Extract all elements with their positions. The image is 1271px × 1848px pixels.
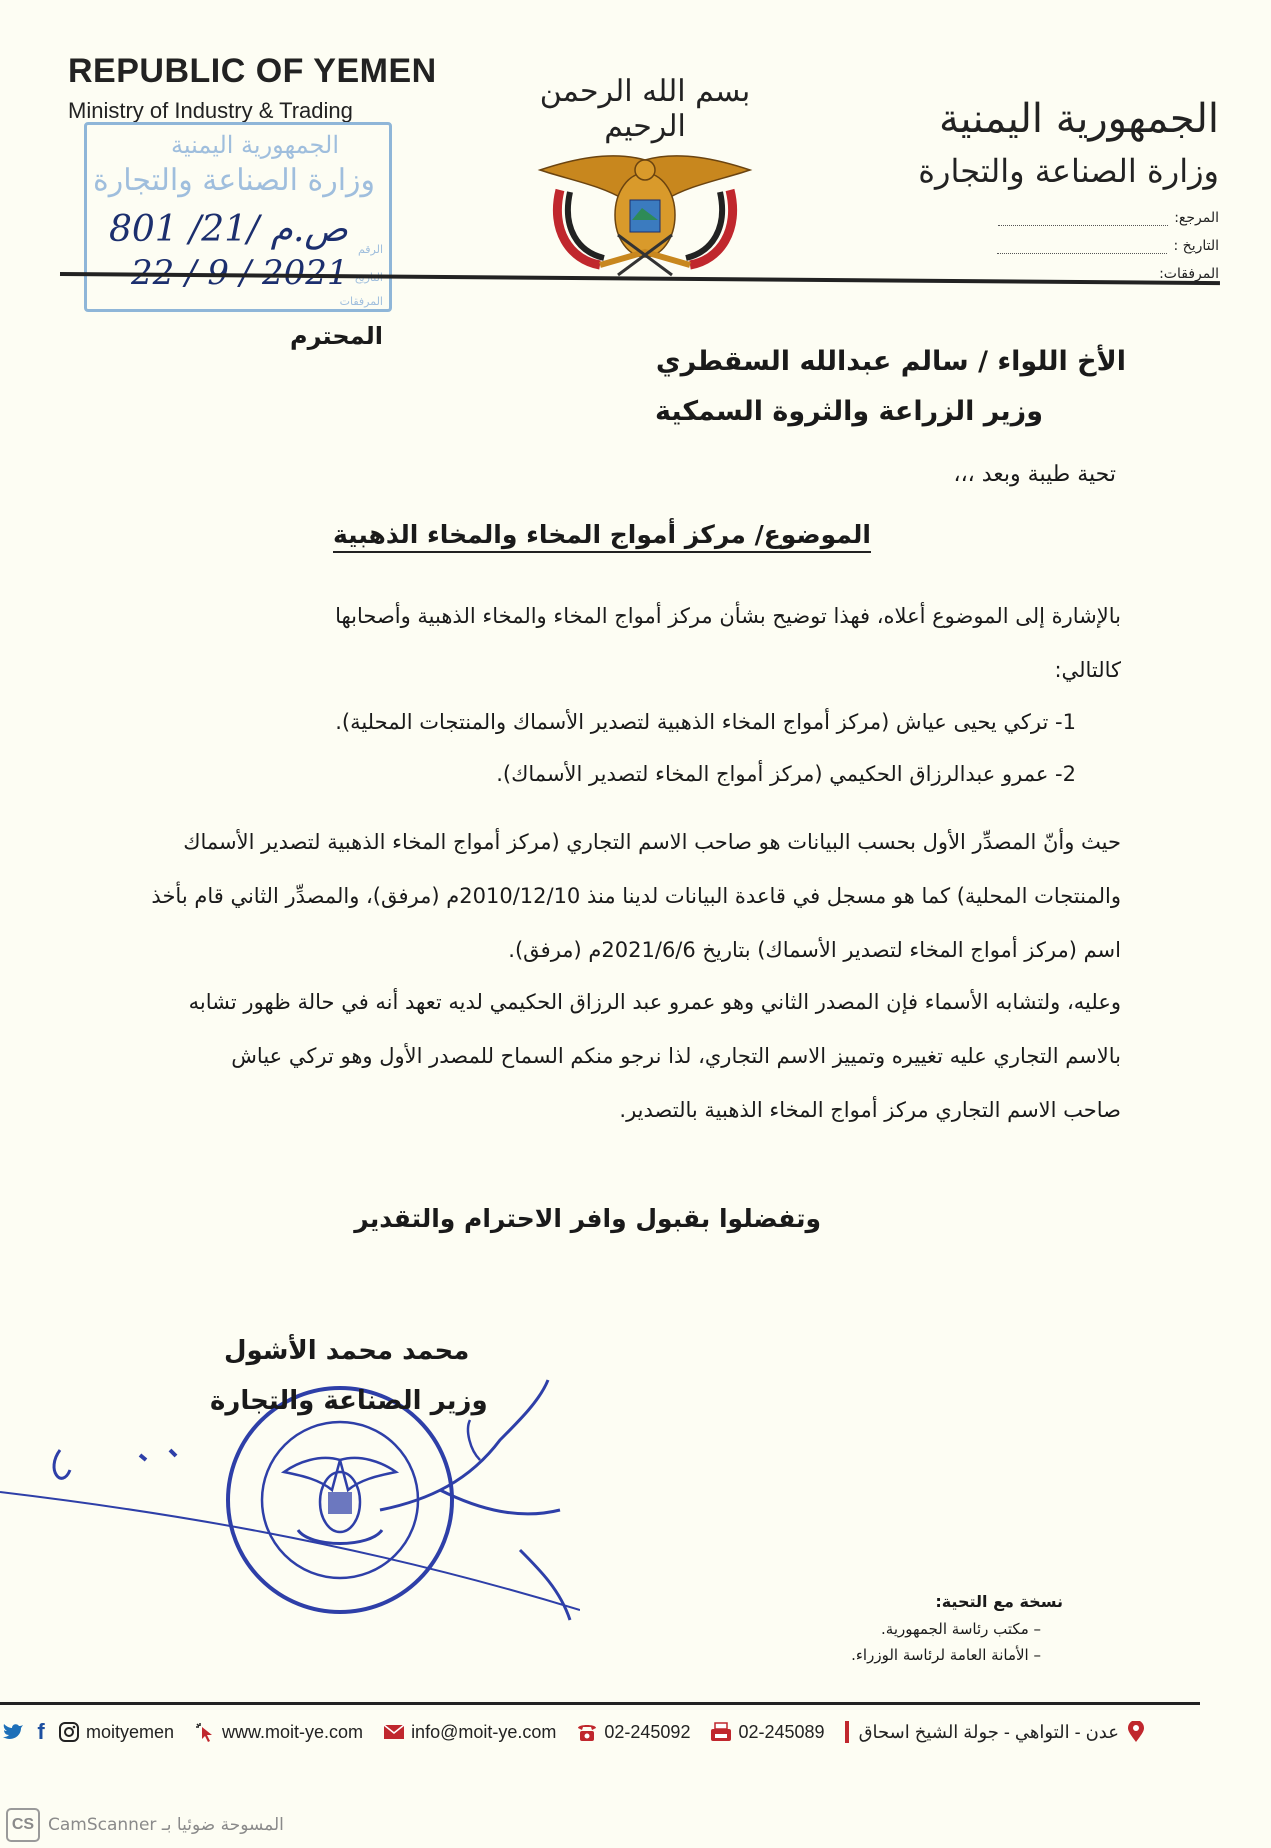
paragraph-1-line-2: كالتالي:: [1054, 658, 1121, 682]
footer-phone: [576, 1721, 690, 1743]
footer-contact-bar: [0, 1712, 1200, 1752]
footer-social: [2, 1721, 174, 1743]
website-url: www.moit-ye.com: [222, 1721, 364, 1742]
camscanner-logo: CS: [6, 1808, 40, 1842]
paragraph-2-line-1: حيث وأنّ المصدِّر الأول بحسب البيانات هو صاحب الاسم التجاري (مركز أمواج المخاء الذهبية لتصدير الأسماك: [183, 830, 1121, 854]
subject-line: الموضوع/ مركز أمواج المخاء والمخاء الذهبية: [333, 520, 871, 553]
camscanner-text: CamScanner المسوحة ضوئيا بـ: [48, 1815, 284, 1835]
location-pin-icon: [1125, 1721, 1147, 1743]
basmala: بسم الله الرحمن الرحيم: [539, 74, 751, 144]
respected-salutation: المحترم: [290, 322, 383, 350]
republic-title-ar: الجمهورية اليمنية: [938, 96, 1219, 142]
twitter-icon: [2, 1721, 24, 1743]
republic-title-en: REPUBLIC OF YEMEN: [68, 52, 437, 90]
ref-label: المرجع:: [1174, 210, 1219, 226]
address-text: عدن - التواهي - جولة الشيخ اسحاق: [858, 1721, 1119, 1742]
list-item-1: 1- تركي يحيى عياش (مركز أمواج المخاء الذهبية لتصدير الأسماك والمنتجات المحلية).: [335, 710, 1076, 734]
fax-icon: [710, 1721, 732, 1743]
paragraph-3-line-2: بالاسم التجاري عليه تغييره وتمييز الاسم التجاري، لذا نرجو منكم السماح للمصدر الأول وهو تركي عياش: [231, 1044, 1121, 1068]
email-address: info@moit-ye.com: [411, 1721, 557, 1742]
handwritten-date: 22 / 9 / 2021: [131, 253, 349, 293]
footer-separator: [845, 1721, 849, 1743]
handwritten-signature-icon: [0, 1360, 580, 1640]
camscanner-watermark: [6, 1808, 284, 1842]
ministry-title-en: Ministry of Industry & Trading: [68, 98, 353, 123]
paragraph-2-line-2: والمنتجات المحلية) كما هو مسجل في قاعدة البيانات لدينا منذ 2010/12/10م (مرفق)، والمصدِّر الثاني قام بأخذ: [151, 884, 1121, 908]
paragraph-3-line-1: وعليه، ولتشابه الأسماء فإن المصدر الثاني وهو عمرو عبد الرزاق الحكيمي لديه تعهد أنه في حالة ظهور تشابه: [188, 990, 1121, 1014]
cc-label: نسخة مع التحية:: [935, 1592, 1063, 1611]
ref-field: [998, 210, 1219, 226]
footer-fax: [710, 1721, 824, 1743]
stamp-ministry-text: وزارة الصناعة والتجارة: [93, 163, 375, 198]
addressee-title: وزير الزراعة والثروة السمكية: [654, 396, 1043, 427]
stamp-republic-text: الجمهورية اليمنية: [170, 131, 339, 159]
signatory-name: محمد محمد الأشول: [224, 1336, 470, 1366]
date-field: [997, 238, 1219, 254]
paragraph-3-line-3: صاحب الاسم التجاري مركز أمواج المخاء الذهبية بالتصدير.: [619, 1098, 1121, 1122]
cc-item-cabinet: – الأمانة العامة لرئاسة الوزراء.: [851, 1646, 1041, 1664]
closing-line: وتفضلوا بقبول وافر الاحترام والتقدير: [354, 1204, 821, 1233]
greeting: تحية طيبة وبعد ،،،: [953, 462, 1116, 487]
ministry-title-ar: وزارة الصناعة والتجارة: [918, 152, 1219, 190]
list-item-2: 2- عمرو عبدالرزاق الحكيمي (مركز أمواج المخاء لتصدير الأسماك).: [496, 762, 1076, 786]
phone-number: 02-245092: [604, 1721, 691, 1742]
footer-email: [383, 1721, 556, 1743]
phone-icon: [576, 1721, 598, 1743]
instagram-icon: [58, 1721, 80, 1743]
attachments-label: المرفقات:: [1159, 266, 1219, 282]
facebook-icon: f: [37, 1719, 45, 1744]
footer-address: [859, 1721, 1147, 1743]
fax-number: 02-245089: [738, 1721, 825, 1742]
footer-website: [194, 1721, 363, 1743]
cursor-click-icon: [194, 1721, 216, 1743]
cc-item-presidency: – مكتب رئاسة الجمهورية.: [881, 1620, 1041, 1638]
social-handle: moityemen: [86, 1721, 175, 1742]
stamp-attachments-label: المرفقات: [339, 295, 383, 308]
paragraph-2-line-3: اسم (مركز أمواج المخاء لتصدير الأسماك) بتاريخ 2021/6/6م (مرفق).: [508, 938, 1121, 962]
signatory-title: وزير الصناعة والتجارة: [210, 1386, 488, 1416]
addressee-name: الأخ اللواء / سالم عبدالله السقطري: [655, 346, 1126, 377]
footer-divider: [0, 1702, 1200, 1705]
handwritten-number: 801 /21/ ص.م: [109, 209, 348, 250]
email-icon: [383, 1721, 405, 1743]
incoming-stamp: [84, 122, 392, 312]
yemen-eagle-emblem-icon: [530, 140, 760, 280]
paragraph-1-line-1: بالإشارة إلى الموضوع أعلاه، فهذا توضيح بشأن مركز أمواج المخاء والمخاء الذهبية وأصحابها: [335, 604, 1121, 628]
date-label: التاريخ :: [1173, 238, 1219, 254]
stamp-number-label: الرقم: [357, 243, 383, 256]
